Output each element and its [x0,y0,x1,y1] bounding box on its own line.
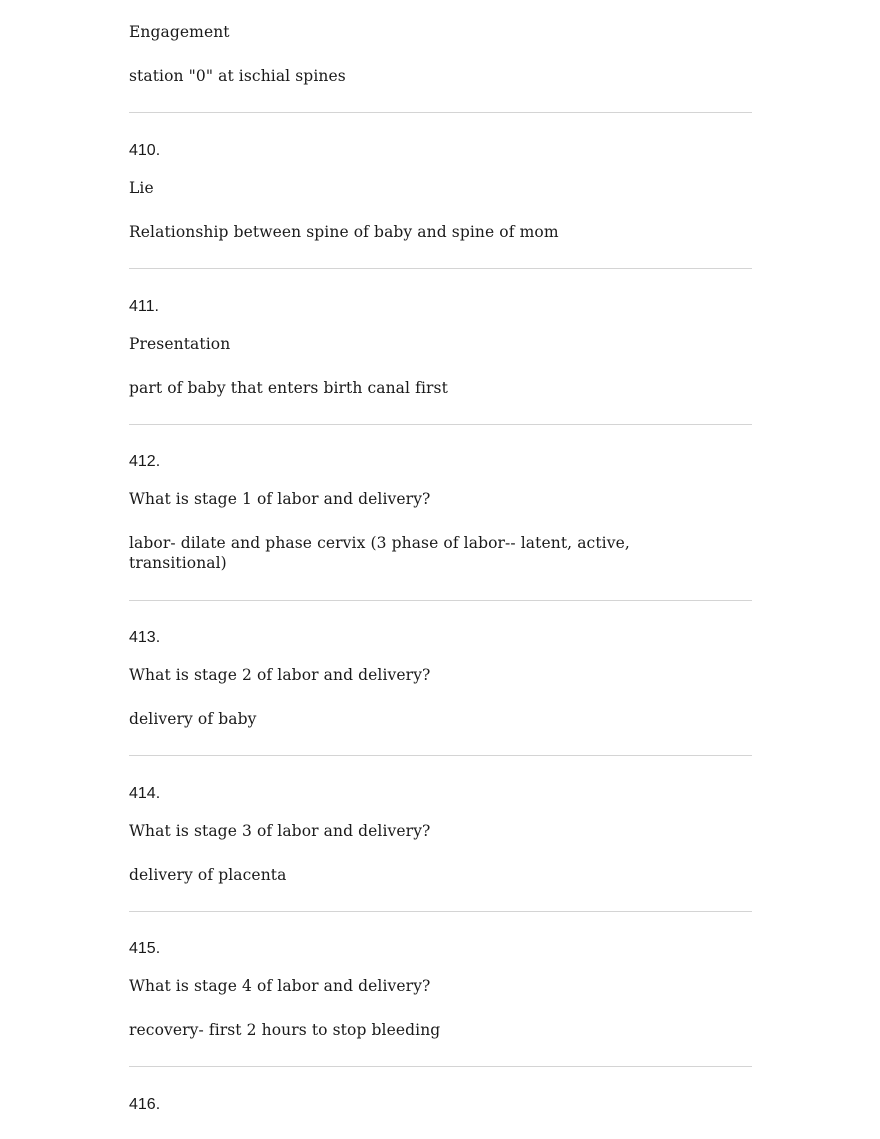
card-definition: recovery- first 2 hours to stop bleeding [129,1021,441,1039]
card-number: 415. [129,940,161,957]
card-number: 413. [129,629,161,646]
card-definition: part of baby that enters birth canal first [129,379,448,397]
card-definition: Relationship between spine of baby and spine of mom [129,223,559,241]
card-definition: labor- dilate and phase cervix (3 phase of labor-- latent, active, transitional) [129,534,630,572]
card-number: 414. [129,785,161,802]
card-definition: delivery of baby [129,710,257,728]
card-divider [129,600,752,601]
card-term: Lie [129,179,154,197]
card-term: What is stage 3 of labor and delivery? [129,822,431,840]
card-number: 410. [129,142,161,159]
card-number: 411. [129,298,159,315]
card-divider [129,911,752,912]
card-term: What is stage 2 of labor and delivery? [129,666,431,684]
card-term: What is stage 1 of labor and delivery? [129,490,431,508]
card-term: Presentation [129,335,231,353]
card-divider [129,268,752,269]
card-divider [129,1066,752,1067]
card-term: What is stage 4 of labor and delivery? [129,977,431,995]
card-definition: station "0" at ischial spines [129,67,346,85]
card-divider [129,755,752,756]
card-divider [129,112,752,113]
card-number: 416. [129,1096,161,1113]
card-definition: delivery of placenta [129,866,287,884]
card-divider [129,424,752,425]
card-term: Engagement [129,23,230,41]
card-number: 412. [129,453,161,470]
